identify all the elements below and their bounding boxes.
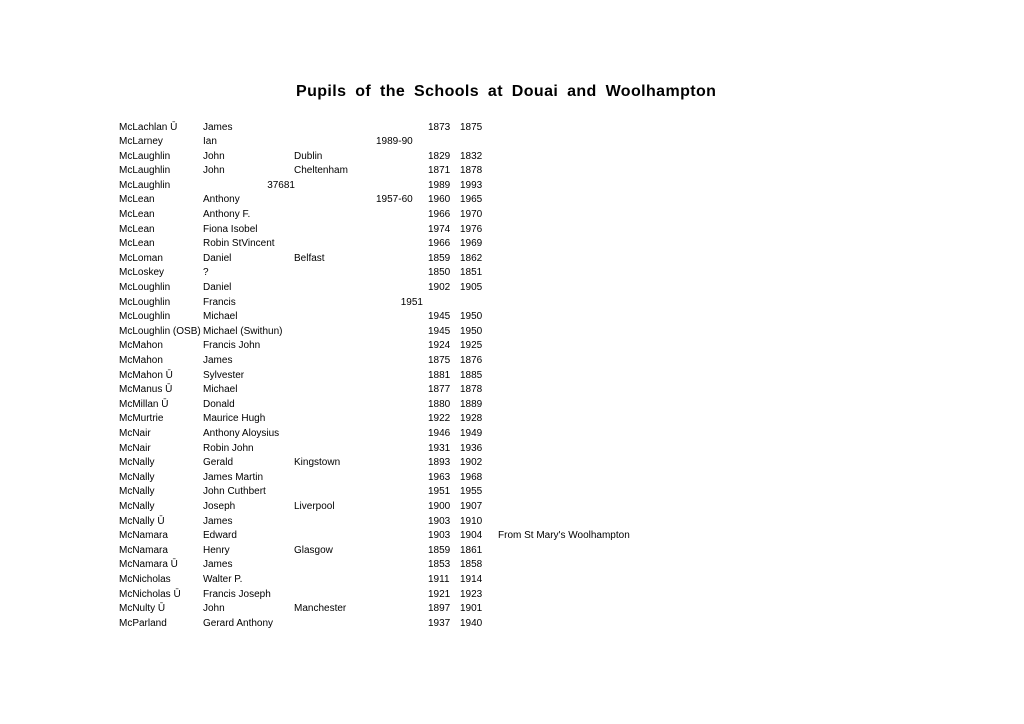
page-title: Pupils of the Schools at Douai and Woolhampton xyxy=(296,83,717,100)
table-row xyxy=(0,266,1024,281)
forename-cell: Maurice Hugh xyxy=(203,413,266,425)
surname-cell: McNicholas xyxy=(119,573,171,585)
forename-cell: Michael xyxy=(203,384,238,396)
table-row xyxy=(0,529,1024,544)
year-to-cell: 1875 xyxy=(460,121,483,133)
forename-cell: Francis Joseph xyxy=(203,588,271,600)
forename-cell: James xyxy=(203,515,233,527)
year-to-cell: 1923 xyxy=(460,588,483,600)
surname-cell: McLarney xyxy=(119,136,163,148)
year-from-cell: 1946 xyxy=(428,427,451,439)
forename-cell: James Martin xyxy=(203,471,264,483)
forename-cell: Walter P. xyxy=(203,573,243,585)
table-row xyxy=(0,617,1024,632)
forename-cell: Fiona Isobel xyxy=(203,223,258,235)
forename-cell: Gerard Anthony xyxy=(203,617,274,629)
year-from-cell: 1903 xyxy=(428,530,451,542)
surname-cell: McLoman xyxy=(119,252,163,264)
year-from-cell: 1945 xyxy=(428,325,451,337)
year-from-cell: 1974 xyxy=(428,223,451,235)
year-to-cell: 1976 xyxy=(460,223,483,235)
surname-cell: McLoskey xyxy=(119,267,165,279)
table-row xyxy=(0,558,1024,573)
year-to-cell: 1949 xyxy=(460,427,483,439)
year-from-cell: 1853 xyxy=(428,559,451,571)
year-from-cell: 1875 xyxy=(428,355,451,366)
surname-cell: McLean xyxy=(119,194,155,206)
forename-cell: Gerald xyxy=(203,457,234,469)
year-to-cell: 1878 xyxy=(460,165,483,177)
year-to-cell: 1950 xyxy=(460,325,483,337)
year-from-cell: 1921 xyxy=(428,588,451,600)
year-to-cell: 1889 xyxy=(460,398,483,410)
year-to-cell: 1940 xyxy=(460,617,483,629)
forename-cell: Donald xyxy=(203,398,235,410)
surname-cell: McLaughlin xyxy=(119,165,171,177)
table-row xyxy=(0,193,1024,208)
table-row xyxy=(0,456,1024,471)
forename-cell: John xyxy=(203,150,225,162)
surname-cell: McLean xyxy=(119,223,155,235)
year-to-cell: 1970 xyxy=(460,209,483,221)
year-from-cell: 1859 xyxy=(428,544,451,556)
table-row xyxy=(0,121,1024,136)
surname-cell: McNamara xyxy=(119,544,168,556)
table-row xyxy=(0,164,1024,179)
table-row xyxy=(0,237,1024,252)
year-from-cell: 1963 xyxy=(428,471,451,483)
forename-cell: Sylvester xyxy=(203,369,245,381)
table-row xyxy=(0,223,1024,238)
table-row xyxy=(0,588,1024,603)
reference-number-cell: 37681 xyxy=(267,179,295,191)
year-to-cell: 1858 xyxy=(460,559,483,571)
table-row xyxy=(0,325,1024,340)
forename-cell: Anthony F. xyxy=(203,209,251,221)
year-from-cell: 1922 xyxy=(428,413,451,425)
forename-cell: Anthony xyxy=(203,194,240,206)
table-row xyxy=(0,310,1024,325)
forename-cell: Anthony Aloysius xyxy=(203,427,280,439)
year-to-cell: 1862 xyxy=(460,252,483,264)
year-from-cell: 1871 xyxy=(428,165,451,177)
year-from-cell: 1902 xyxy=(428,282,451,294)
year-from-cell: 1850 xyxy=(428,267,451,279)
table-row xyxy=(0,412,1024,427)
year-range-cell: 1957-60 xyxy=(376,194,413,206)
forename-cell: John xyxy=(203,165,225,177)
forename-cell: Francis John xyxy=(203,340,261,352)
year-from-cell: 1903 xyxy=(428,515,451,527)
forename-cell: Joseph xyxy=(203,500,236,512)
surname-cell: McManus Ū xyxy=(119,384,173,396)
year-to-cell: 1955 xyxy=(460,486,483,498)
year-from-cell: 1989 xyxy=(428,179,451,191)
place-cell: Liverpool xyxy=(294,500,335,512)
surname-cell: McLachlan Ū xyxy=(119,121,178,133)
note-cell: From St Mary's Woolhampton xyxy=(498,530,630,542)
table-row xyxy=(0,398,1024,413)
surname-cell: McMillan Ū xyxy=(119,398,169,410)
forename-cell: Daniel xyxy=(203,252,232,264)
year-from-cell: 1960 xyxy=(428,194,451,206)
forename-cell: Henry xyxy=(203,544,230,556)
table-row xyxy=(0,354,1024,369)
surname-cell: McMahon xyxy=(119,355,163,366)
table-row xyxy=(0,500,1024,515)
table-row xyxy=(0,339,1024,354)
year-from-cell: 1951 xyxy=(428,486,451,498)
year-to-cell: 1851 xyxy=(460,267,483,279)
surname-cell: McMurtrie xyxy=(119,413,164,425)
forename-cell: Daniel xyxy=(203,282,232,294)
year-range-cell: 1951 xyxy=(400,296,423,308)
year-from-cell: 1873 xyxy=(428,121,451,133)
table-row xyxy=(0,281,1024,296)
table-row xyxy=(0,544,1024,559)
year-to-cell: 1904 xyxy=(460,530,483,542)
table-row xyxy=(0,252,1024,267)
forename-cell: James xyxy=(203,121,233,133)
forename-cell: Edward xyxy=(203,530,237,542)
surname-cell: McNally xyxy=(119,457,155,469)
surname-cell: McNair xyxy=(119,427,151,439)
place-cell: Kingstown xyxy=(294,457,341,469)
forename-cell: ? xyxy=(203,267,209,279)
year-to-cell: 1905 xyxy=(460,282,483,294)
pupil-list xyxy=(0,121,1024,632)
year-to-cell: 1876 xyxy=(460,355,483,366)
table-row xyxy=(0,485,1024,500)
year-from-cell: 1945 xyxy=(428,311,451,323)
year-to-cell: 1910 xyxy=(460,515,483,527)
table-row xyxy=(0,383,1024,398)
year-from-cell: 1931 xyxy=(428,442,451,454)
surname-cell: McLoughlin xyxy=(119,311,171,323)
surname-cell: McLoughlin (OSB) xyxy=(119,325,201,337)
table-row xyxy=(0,150,1024,165)
year-to-cell: 1885 xyxy=(460,369,483,381)
year-from-cell: 1924 xyxy=(428,340,451,352)
table-row xyxy=(0,135,1024,150)
year-from-cell: 1880 xyxy=(428,398,451,410)
surname-cell: McMahon xyxy=(119,340,163,352)
year-to-cell: 1965 xyxy=(460,194,483,206)
surname-cell: McLean xyxy=(119,209,155,221)
year-to-cell: 1993 xyxy=(460,179,483,191)
place-cell: Belfast xyxy=(294,252,325,264)
year-from-cell: 1937 xyxy=(428,617,451,629)
forename-cell: James xyxy=(203,559,233,571)
surname-cell: McNally Ū xyxy=(119,515,165,527)
year-from-cell: 1829 xyxy=(428,150,451,162)
forename-cell: Michael xyxy=(203,311,238,323)
year-from-cell: 1877 xyxy=(428,384,451,396)
place-cell: Glasgow xyxy=(294,544,333,556)
year-from-cell: 1897 xyxy=(428,603,451,615)
year-to-cell: 1969 xyxy=(460,238,483,250)
surname-cell: McNair xyxy=(119,442,151,454)
surname-cell: McNulty Ū xyxy=(119,603,166,615)
year-from-cell: 1881 xyxy=(428,369,451,381)
year-to-cell: 1901 xyxy=(460,603,483,615)
forename-cell: John Cuthbert xyxy=(203,486,266,498)
surname-cell: McLaughlin xyxy=(119,150,171,162)
forename-cell: Robin John xyxy=(203,442,254,454)
surname-cell: McNally xyxy=(119,471,155,483)
table-row xyxy=(0,515,1024,530)
year-from-cell: 1911 xyxy=(428,573,450,585)
forename-cell: Ian xyxy=(203,136,217,148)
year-to-cell: 1861 xyxy=(460,544,483,556)
forename-cell: Francis xyxy=(203,296,236,308)
year-to-cell: 1928 xyxy=(460,413,483,425)
surname-cell: McMahon Ū xyxy=(119,369,173,381)
forename-cell: John xyxy=(203,603,225,615)
table-row xyxy=(0,602,1024,617)
year-from-cell: 1893 xyxy=(428,457,451,469)
year-from-cell: 1966 xyxy=(428,238,451,250)
surname-cell: McNally xyxy=(119,486,155,498)
place-cell: Dublin xyxy=(294,150,323,162)
forename-cell: Michael (Swithun) xyxy=(203,325,283,337)
year-to-cell: 1878 xyxy=(460,384,483,396)
year-to-cell: 1914 xyxy=(460,573,483,585)
year-from-cell: 1900 xyxy=(428,500,451,512)
surname-cell: McNamara Ū xyxy=(119,559,178,571)
table-row xyxy=(0,179,1024,194)
forename-cell: Robin StVincent xyxy=(203,238,275,250)
surname-cell: McLoughlin xyxy=(119,296,171,308)
surname-cell: McNicholas Ū xyxy=(119,588,181,600)
table-row xyxy=(0,369,1024,384)
year-to-cell: 1907 xyxy=(460,500,483,512)
year-from-cell: 1859 xyxy=(428,252,451,264)
year-range-cell: 1989-90 xyxy=(376,136,413,148)
surname-cell: McNally xyxy=(119,500,155,512)
table-row xyxy=(0,471,1024,486)
surname-cell: McLoughlin xyxy=(119,282,171,294)
table-row xyxy=(0,296,1024,311)
year-to-cell: 1950 xyxy=(460,311,483,323)
year-to-cell: 1832 xyxy=(460,150,483,162)
year-to-cell: 1902 xyxy=(460,457,483,469)
table-row xyxy=(0,442,1024,457)
surname-cell: McLean xyxy=(119,238,155,250)
surname-cell: McNamara xyxy=(119,530,168,542)
surname-cell: McLaughlin xyxy=(119,179,171,191)
surname-cell: McParland xyxy=(119,617,167,629)
table-row xyxy=(0,208,1024,223)
place-cell: Cheltenham xyxy=(294,165,348,177)
place-cell: Manchester xyxy=(294,603,347,615)
table-row xyxy=(0,427,1024,442)
year-to-cell: 1925 xyxy=(460,340,483,352)
year-from-cell: 1966 xyxy=(428,209,451,221)
year-to-cell: 1936 xyxy=(460,442,483,454)
year-to-cell: 1968 xyxy=(460,471,483,483)
forename-cell: James xyxy=(203,355,233,366)
table-row xyxy=(0,573,1024,588)
